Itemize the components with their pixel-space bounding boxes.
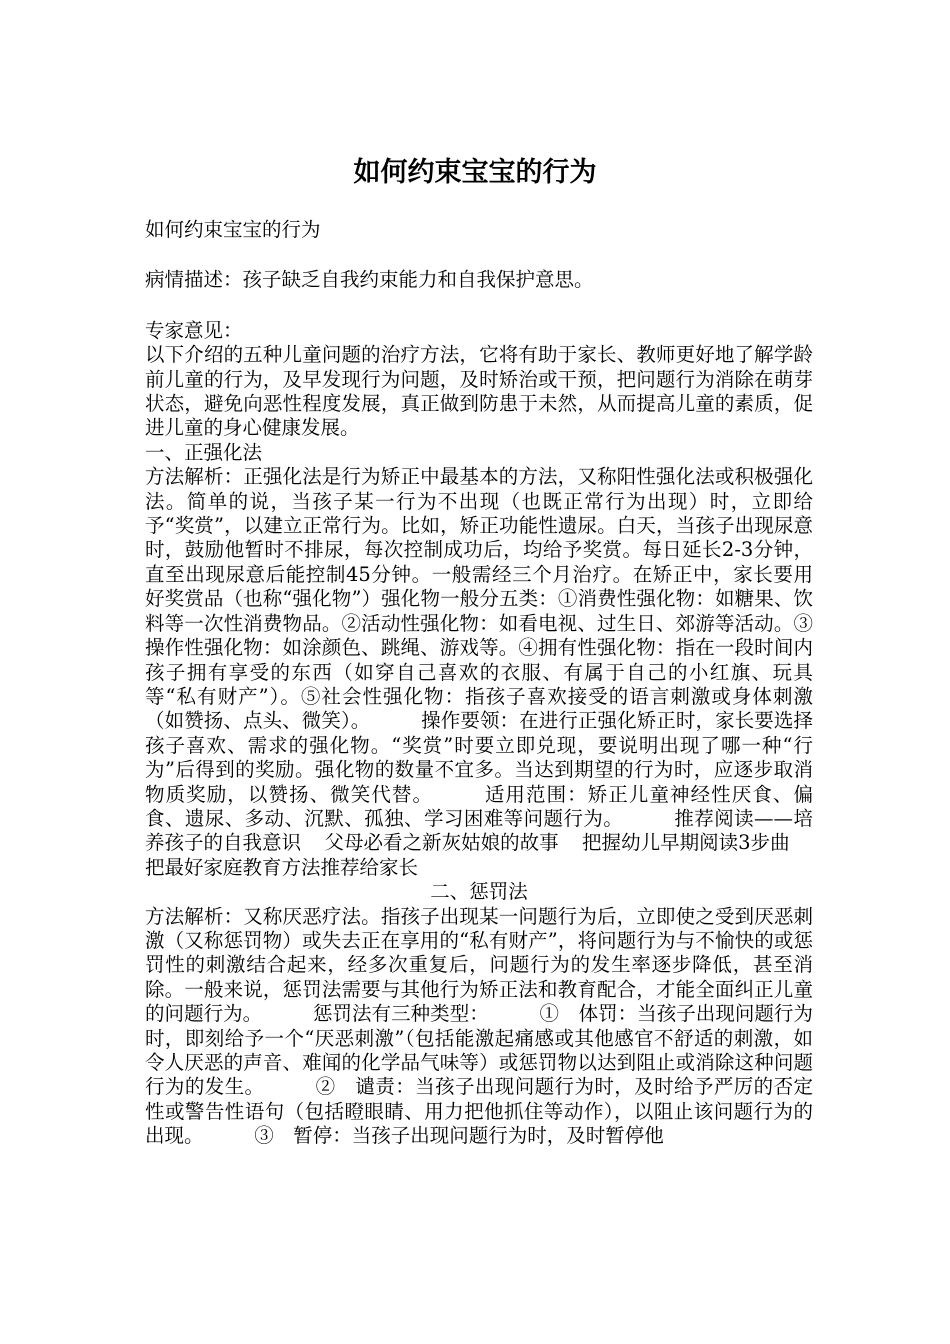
section2-paragraph [145, 905, 813, 1149]
section2-heading: 二、惩罚法 [430, 880, 528, 904]
section2-analysis: 方法解析：又称厌恶疗法。指孩子出现某一问题行为后，立即使之受到厌恶刺激（又称惩罚物）或失去正在享用的“私有财产”，将问题行为与不愉快的或惩罚性的刺激结合起来，经多次重复后，问题行为的发生率逐步降低，甚至消除。一般来说，惩罚法需要与其他行为矫正法和教育配合，才能全面纠正儿童的问题行为。 [145, 904, 813, 1026]
expert-label: 专家意见： [145, 318, 243, 342]
recommend-link[interactable]: 父母必看之新灰姑娘的故事 [324, 831, 559, 855]
intro-paragraph: 以下介绍的五种儿童问题的治疗方法，它将有助于家长、教师更好地了解学龄前儿童的行为，及早发现行为问题，及时矫治或干预，把问题行为消除在萌芽状态，避免向恶性程度发展，真正做到防患于未然，从而提高儿童的素质，促进儿童的身心健康发展。 [145, 343, 813, 440]
recommend-link[interactable]: 把最好家庭教育方法推荐给家长 [145, 855, 419, 879]
section1-paragraph [145, 465, 813, 880]
subtitle: 如何约束宝宝的行为 [145, 218, 321, 241]
section1-analysis: 方法解析：正强化法是行为矫正中最基本的方法，又称阳性强化法或积极强化法。简单的说，当孩子某一行为不出现（也既正常行为出现）时，立即给予“奖赏”，以建立正常行为。比如，矫正功能性遗尿。白天，当孩子出现尿意时，鼓励他暂时不排尿，每次控制成功后，均给予奖赏。每日延长2-3分钟，直至出现尿意后能控制45分钟。一般需经三个月治疗。在矫正中，家长要用好奖赏品（也称“强化物”）强化物一般分五类：①消费性强化物：如糖果、饮料等一次性消费物品。②活动性强化物：如看电视、过生日、郊游等活动。③操作性强化物：如涂颜色、跳绳、游戏等。④拥有性强化物：指在一段时间内孩子拥有享受的东西（如穿自己喜欢的衣服、有属于自己的小红旗、玩具等“私有财产”）。⑤社会性强化物：指孩子喜欢接受的语言刺激或身体刺激（如赞扬、点头、微笑）。 [145, 465, 813, 733]
section1-heading: 一、正强化法 [145, 440, 263, 464]
document-body [145, 218, 813, 1149]
description-paragraph: 病情描述：孩子缺乏自我约束能力和自我保护意思。 [145, 268, 594, 292]
recommend-link[interactable]: 把握幼儿早期阅读3步曲 [582, 831, 790, 855]
section2-type3: ③ 暂停：当孩子出现问题行为时，及时暂停他 [254, 1124, 664, 1148]
recommend-label: 推荐阅读——培养孩子的自我意识 [145, 806, 813, 855]
section1-scope: 适用范围：矫正儿童神经性厌食、偏食、遗尿、多动、沉默、孤独、学习困难等问题行为。 [145, 782, 813, 830]
section2-type1: ① 体罚：当孩子出现问题行为时，即刻给予一个“厌恶刺激”（包括能激起痛感或其他感官不舒适的刺激，如令人厌恶的声音、难闻的化学品气味等）或惩罚物以达到阻止或消除这种问题行为的发生。 [145, 1002, 813, 1099]
section1-operation: 操作要领：在进行正强化矫正时，家长要选择孩子喜欢、需求的强化物。“奖赏”时要立即兑现，要说明出现了哪一种“行为”后得到的奖励。强化物的数量不宜多。当达到期望的行为时，应逐步取消物质奖励，以赞扬、微笑代替。 [145, 709, 813, 806]
document-title: 如何约束宝宝的行为 [353, 157, 597, 188]
section2-types-intro: 惩罚法有三种类型： [312, 1002, 489, 1026]
section2-type2: ② 谴责：当孩子出现问题行为时，及时给予严厉的否定性或警告性语句（包括瞪眼睛、用力把他抓住等动作），以阻止该问题行为的出现。 [145, 1075, 813, 1148]
